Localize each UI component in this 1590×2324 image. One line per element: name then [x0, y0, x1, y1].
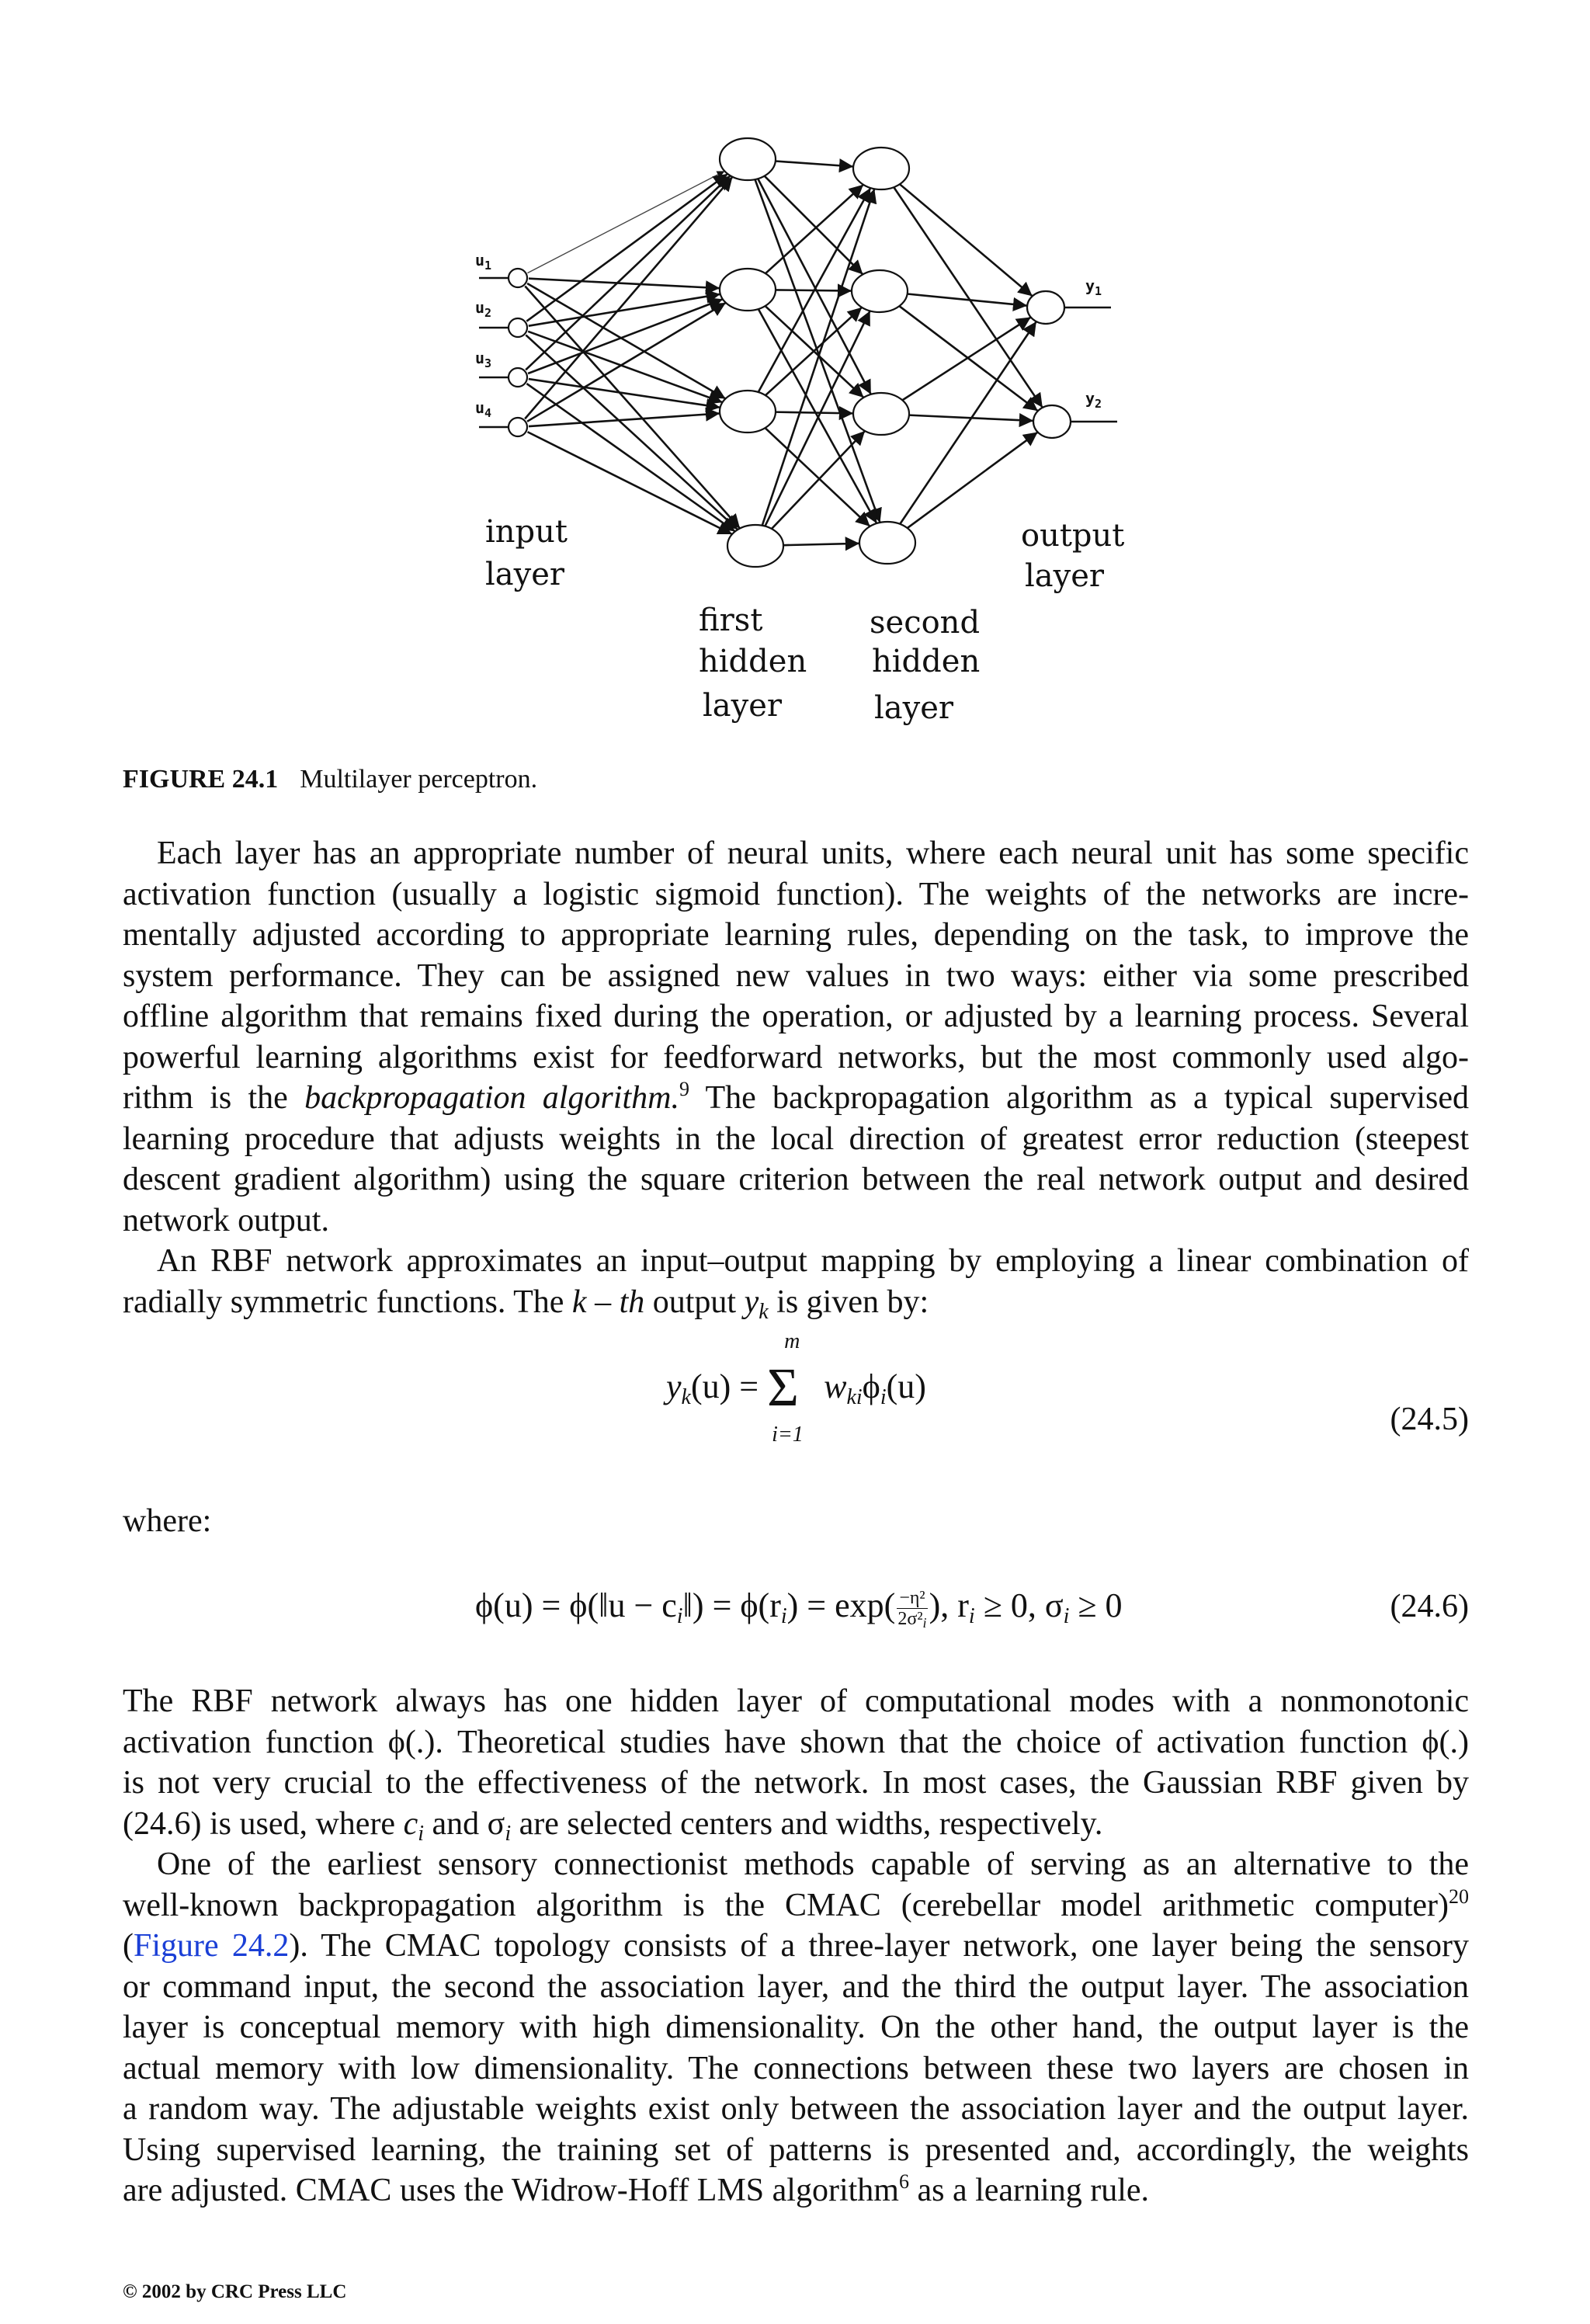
- connection-input-2-hidden1-4: [526, 335, 738, 530]
- connection-hidden1-4-hidden2-3: [772, 431, 865, 529]
- connection-hidden2-1-output-1: [900, 184, 1033, 296]
- text-line: An RBF network approximates an input–output mapping by employing a linear combination of: [157, 1243, 1469, 1279]
- first-hidden-label-1: first: [699, 603, 763, 638]
- text-line: radially symmetric functions. The k – th output $y_k$ is given by:: [123, 1284, 929, 1324]
- input-node-1: [509, 269, 527, 287]
- connection-hidden1-1-hidden2-2: [765, 176, 863, 275]
- text-line: Each layer has an appropriate number of neural units, where each neural unit has some specific: [157, 835, 1469, 871]
- citation: 9: [679, 1078, 689, 1100]
- connection-input-1-hidden1-1: [527, 171, 724, 273]
- connection-input-1-hidden1-4: [525, 286, 740, 528]
- text-line: activation function ϕ(.). Theoretical studies have shown that the choice of activation function ϕ(.): [123, 1724, 1469, 1760]
- output-label-1: $y_1$: [1085, 276, 1102, 298]
- text-line: mentally adjusted according to appropriate learning rules, depending on the task, to improve the: [123, 917, 1469, 953]
- text-line: (Figure 24.2). The CMAC topology consists of a three-layer network, one layer being the sensory: [123, 1928, 1469, 1964]
- text-line: One of the earliest sensory connectionist methods capable of serving as an alternative to the: [157, 1846, 1469, 1882]
- connection-hidden2-4-output-2: [908, 432, 1038, 529]
- connection-hidden2-1-output-2: [894, 187, 1043, 408]
- text-line: well-known backpropagation algorithm is the CMAC (cerebellar model arithmetic computer)$^{20}$: [123, 1885, 1469, 1923]
- hidden2-node-4: [859, 522, 915, 564]
- where-text: where:: [123, 1503, 212, 1539]
- text-line: activation function (usually a logistic sigmoid function). The weights of the networks are incre-: [123, 876, 1469, 912]
- input-label-3: $u_3$: [475, 349, 492, 370]
- hidden1-node-3: [720, 391, 776, 432]
- second-hidden-label-3: layer: [874, 690, 954, 726]
- paragraph-1: [123, 833, 1469, 1322]
- connection-input-1-hidden1-2: [529, 279, 720, 288]
- text-line: network output.: [123, 1202, 329, 1238]
- text-line: is not very crucial to the effectiveness of the network. In most cases, the Gaussian RBF given by: [123, 1765, 1469, 1801]
- input-node-4: [509, 418, 527, 436]
- connection-hidden1-1-hidden2-1: [776, 162, 853, 167]
- text-line: The RBF network always has one hidden layer of computational modes with a nonmonotonic: [123, 1683, 1469, 1719]
- hidden1-node-2: [720, 269, 776, 311]
- input-layer-label-2: layer: [485, 557, 565, 592]
- paragraph-3: [123, 1681, 1469, 2211]
- output-layer-label-2: layer: [1025, 558, 1105, 594]
- equation-number-24-5: (24.5): [1390, 1402, 1469, 1437]
- text-line: are adjusted. CMAC uses the Widrow-Hoff LMS algorithm$^6$ as a learning rule.: [123, 2170, 1150, 2208]
- text-line: powerful learning algorithms exist for feedforward networks, but the most commonly used algo-: [123, 1039, 1469, 1075]
- figure-caption-text: Multilayer perceptron.: [300, 765, 538, 794]
- copyright-footer: © 2002 by CRC Press LLC: [123, 2281, 347, 2302]
- text-line: learning procedure that adjusts weights in the local direction of greatest error reduction (steepest: [123, 1120, 1469, 1157]
- text-line: Using supervised learning, the training set of patterns is presented and, accordingly, the weights: [123, 2131, 1469, 2168]
- figure-24-2-link[interactable]: Figure 24.2: [134, 1928, 290, 1964]
- figure-caption: [123, 765, 537, 794]
- first-hidden-label-2: hidden: [699, 644, 807, 679]
- output-node-1: [1027, 291, 1064, 324]
- text-line: layer is conceptual memory with high dimensionality. On the other hand, the output layer is the: [123, 2010, 1469, 2045]
- input-label-4: $u_4$: [475, 398, 492, 420]
- mlp-figure: [435, 124, 1211, 745]
- input-label-1: $u_1$: [475, 251, 492, 273]
- hidden2-node-1: [853, 148, 909, 189]
- text-line: rithm is the backpropagation algorithm.$^9$ The backpropagation algorithm as a typical supervised: [123, 1078, 1470, 1116]
- hidden2-node-2: [852, 270, 908, 312]
- connection-hidden1-4-hidden2-1: [762, 189, 875, 526]
- input-node-2: [509, 318, 527, 337]
- text-line: descent gradient algorithm) using the square criterion between the real network output and desired: [123, 1162, 1469, 1197]
- connection-input-2-hidden1-3: [528, 332, 722, 402]
- figure-number: FIGURE 24.1: [123, 765, 279, 794]
- hidden1-node-1: [720, 138, 776, 180]
- text-line: system performance. They can be assigned new values in two ways: either via some prescribed: [123, 957, 1469, 994]
- text-line: a random way. The adjustable weights exist only between the association layer and the output layer.: [123, 2091, 1469, 2127]
- second-hidden-label-2: hidden: [872, 644, 981, 679]
- connection-input-3-hidden1-1: [526, 175, 731, 370]
- citation: 20: [1449, 1885, 1469, 1908]
- equation-24-6: ϕ(u) = ϕ(‖u − $c_i‖) = \phi(r_i) = \exp$( $\frac{\text{−η²}}{2\sigma^2_i}$ ), $r_i \ge 0$, $\sigma_i \ge 0$: [475, 1586, 1123, 1631]
- connection-hidden1-4-hidden2-4: [783, 544, 859, 545]
- text-line: or command input, the second the association layer, and the third the output layer. The association: [123, 1968, 1469, 2005]
- first-hidden-label-3: layer: [703, 688, 783, 724]
- emphasis: backpropagation algorithm.: [304, 1080, 679, 1116]
- input-node-3: [509, 368, 527, 387]
- second-hidden-label-1: second: [870, 605, 981, 641]
- input-label-2: $u_2$: [475, 298, 492, 320]
- text-line: (24.6) is used, where $c_i$ and $\sigma_i$ are selected centers and widths, respectively.: [123, 1805, 1103, 1846]
- equation-number-24-6: (24.6): [1390, 1589, 1469, 1624]
- hidden1-node-4: [727, 525, 783, 567]
- connection-hidden1-3-hidden2-3: [776, 412, 853, 414]
- output-label-2: $y_2$: [1085, 389, 1102, 411]
- hidden2-node-3: [853, 393, 909, 435]
- citation: 6: [898, 2170, 909, 2193]
- mlp-diagram: [435, 124, 1211, 745]
- output-node-2: [1033, 405, 1071, 438]
- text-line: offline algorithm that remains fixed during the operation, or adjusted by a learning process. Several: [123, 999, 1469, 1034]
- output-layer-label-1: output: [1021, 518, 1125, 554]
- text-line: actual memory with low dimensionality. The connections between these two layers are chosen in: [123, 2050, 1469, 2086]
- input-layer-label-1: input: [485, 514, 568, 550]
- equation-24-5: $y_k(u)$ = Σ m i=1 $w_{ki}\phi_i(u)$: [666, 1329, 926, 1447]
- connection-hidden2-4-output-1: [900, 321, 1036, 524]
